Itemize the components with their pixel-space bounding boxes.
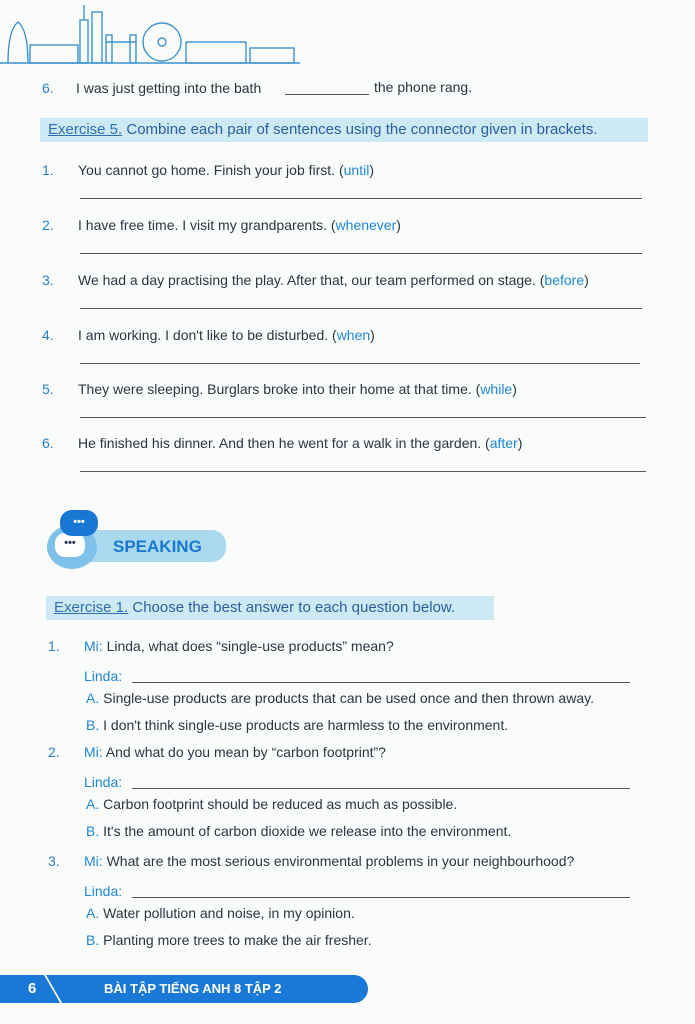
connector: whenever: [335, 217, 397, 233]
answer-blank[interactable]: [285, 94, 369, 95]
connector: after: [489, 435, 518, 451]
exercise-item: 5. They were sleeping. Burglars broke into their home at that time. (while): [42, 381, 517, 397]
answer-option[interactable]: B. It's the amount of carbon dioxide we release into the environment.: [86, 823, 512, 839]
connector: when: [336, 327, 371, 343]
answer-option[interactable]: A. Water pollution and noise, in my opinion.: [86, 905, 355, 921]
answer-speaker: Linda:: [84, 883, 123, 899]
section-title: SPEAKING: [113, 537, 202, 556]
connector: while: [480, 381, 513, 397]
answer-line[interactable]: [80, 417, 646, 418]
page-number: 6: [28, 980, 37, 997]
answer-line[interactable]: [132, 788, 630, 789]
answer-line[interactable]: [132, 682, 630, 683]
answer-line[interactable]: [132, 897, 630, 898]
exercise-item: 4. I am working. I don't like to be disturbed. (when): [42, 327, 375, 343]
exercise-item: 6. He finished his dinner. And then he went for a walk in the garden. (after): [42, 435, 523, 451]
answer-speaker: Linda:: [84, 774, 123, 790]
book-title: BÀI TẬP TIẾNG ANH 8 TẬP 2: [104, 981, 282, 996]
answer-speaker: Linda:: [84, 668, 123, 684]
answer-option[interactable]: A. Carbon footprint should be reduced as much as possible.: [86, 796, 458, 812]
answer-line[interactable]: [80, 308, 642, 309]
chat-bubble-icon: •••: [60, 510, 98, 536]
answer-option[interactable]: B. I don't think single-use products are harmless to the environment.: [86, 717, 509, 733]
exercise-1-header: Exercise 1. Choose the best answer to each question below.: [46, 596, 494, 620]
question-item: 2. Mi: And what do you mean by “carbon footprint”?: [48, 744, 386, 760]
exercise-item: 1. You cannot go home. Finish your job first. (until): [42, 162, 374, 178]
footer-bar: [0, 975, 368, 1003]
chat-bubble-icon: •••: [47, 525, 97, 569]
answer-option[interactable]: A. Single-use products are products that can be used once and then thrown away.: [86, 690, 594, 706]
answer-line[interactable]: [80, 253, 642, 254]
question-item: 1. Mi: Linda, what does “single-use products” mean?: [48, 638, 394, 654]
previous-exercise-item-6: 6. I was just getting into the bath: [42, 80, 262, 96]
workbook-page: 6. I was just getting into the bath the phone rang. Exercise 5. Combine each pair of sentences using the connector given in brackets. 1. You cannot go home. Finish your job first. (until) 2. I have free time. I visit my grandparents. (whenever) 3. We had a day practising the play. After that, our team performed on stage. (before) 4. I am working. I don't like to be disturbed. (when) 5. They were sleeping. Burglars broke into their home at that time. (while) 6. He finished his dinner. And then he went for a walk in the garden. (after) ••• ••• SPEAKING Exercise 1. Choose the best answer to each question below. 1. Mi: Linda, what does “single-use products” mean? Linda: A. Single-use products are products that can be used once and then thrown away. B. I don't think single-use products are harmless to the environment. 2. Mi: And what do you mean by “carbon footprint”? Linda: A. Carbon footprint should be reduced as much as possible. B. It's the amount of carbon dioxide we release into the environment. 3. Mi: What are the most serious environmental problems in your neighbourhood? Linda: A. Water pollution and noise, in my opinion. B. Planting more trees to make the air fresher. 6 BÀI TẬP TIẾNG ANH 8 TẬP 2: [0, 0, 695, 1024]
exercise-item: 2. I have free time. I visit my grandparents. (whenever): [42, 217, 401, 233]
connector: before: [544, 272, 585, 288]
exercise-5-header: Exercise 5. Combine each pair of sentences using the connector given in brackets.: [40, 118, 648, 142]
exercise-item: 3. We had a day practising the play. After that, our team performed on stage. (before): [42, 272, 589, 288]
answer-option[interactable]: B. Planting more trees to make the air fresher.: [86, 932, 372, 948]
question-item: 3. Mi: What are the most serious environmental problems in your neighbourhood?: [48, 853, 575, 869]
answer-line[interactable]: [80, 198, 642, 199]
answer-line[interactable]: [80, 363, 640, 364]
answer-line[interactable]: [80, 471, 646, 472]
connector: until: [343, 162, 370, 178]
city-skyline-illustration: [0, 0, 300, 64]
